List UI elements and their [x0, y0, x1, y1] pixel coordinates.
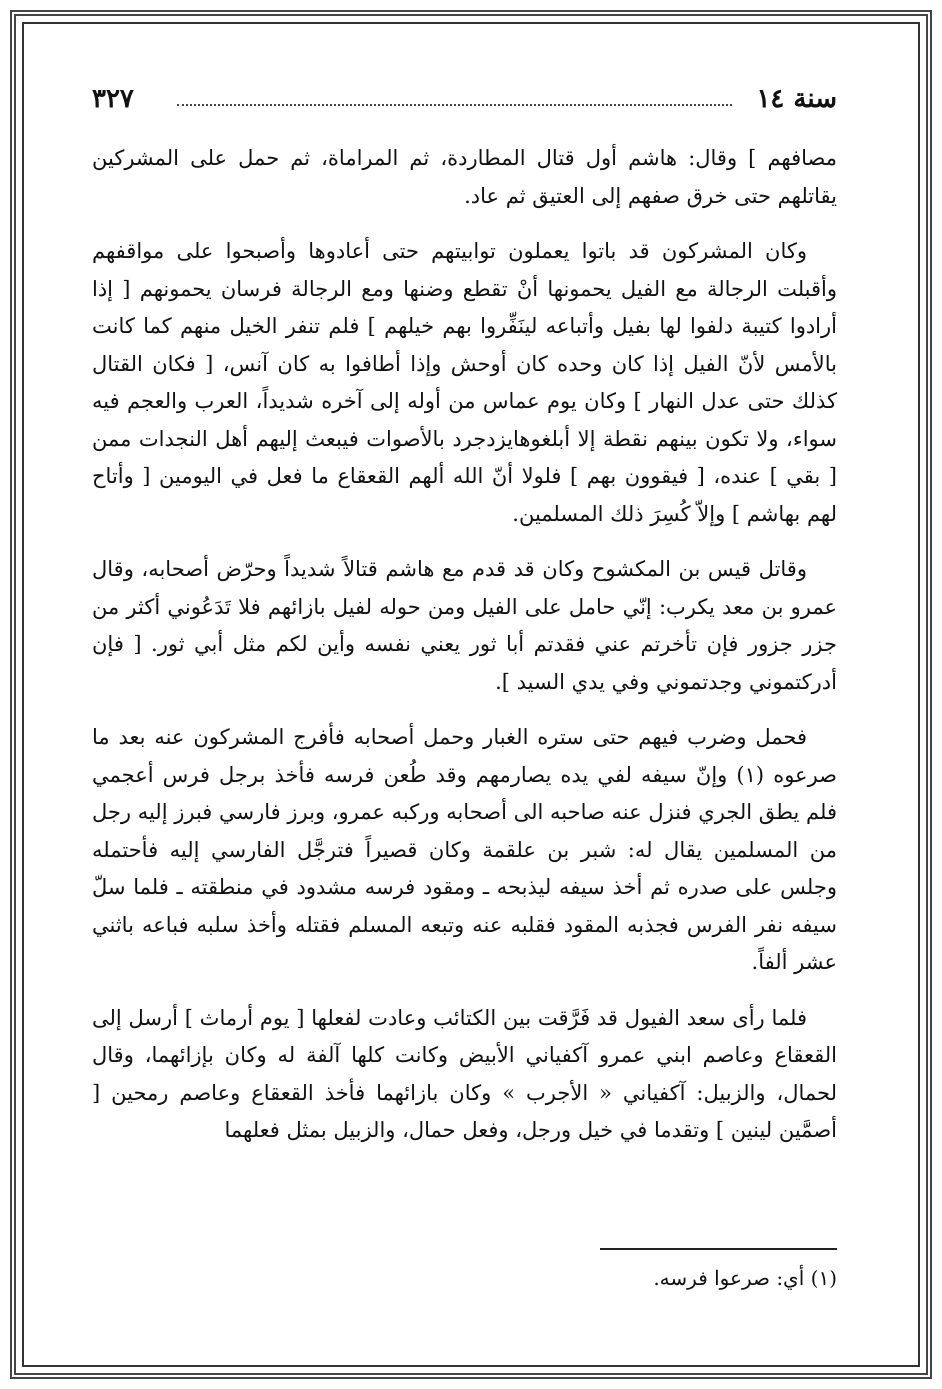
header-leader-dots	[177, 104, 732, 106]
paragraph: فحمل وضرب فيهم حتى ستره الغبار وحمل أصحابه فأفرج المشركون عنه بعد ما صرعوه (١) وإنّ سيفه لفي يده يصارمهم وقد طُعن فرسه فأخذ برجل فرس أعجمي فلم يطق الجري فنزل عنه صاحبه الى أصحابه وركبه عمرو، وبرز فارسي فبرز إليه رجل من المسلمين يقال له: شبر بن علقمة وكان قصيراً فترجَّل الفارسي إليه فأحتمله وجلس على صدره ثم أخذ سيفه ليذبحه ـ ومقود فرسه مشدود في منطقته ـ فلما سلّ سيفه نفر الفرس فجذبه المقود فقلبه عنه وتبعه المسلم فقتله وأخذ سلبه فباعه باثني عشر ألفاً.	[92, 725, 838, 974]
paragraph: فلما رأى سعد الفيول قد فَرَّقت بين الكتائب وعادت لفعلها [ يوم أرماث ] أرسل إلى القعقاع وعاصم ابني عمرو آكفياني الأبيض وكانت كلها آلفة له وكان بإزائهما، وقال لحمال، والزبيل: آكفياني « الأجرب » وكان بازائهما فأخذ القعقاع وعاصم رمحين [ أصمَّين لينين ] وتقدما في خيل ورجل، وفعل حمال، والزبيل بمثل فعلهما	[92, 1005, 837, 1142]
running-head-year: سنة ١٤	[756, 84, 837, 114]
paragraph: وكان المشركون قد باتوا يعملون توابيتهم حتى أعادوها وأصبحوا على مواقفهم وأقبلت الرجالة مع الفيل يحمونها أنْ تقطع وضنها ومع الرجالة فرسان يحمونهم [ إذا أرادوا كتيبة دلفوا لها بفيل وأتباعه لينَفِّروا بهم خيلهم ] فلم تنفر الخيل منهم كما كانت بالأمس لأنّ الفيل إذا كان وحده كان أوحش وإذا أطافوا به كان آنس، [ فكان القتال كذلك حتى عدل النهار ] وكان يوم عماس من أوله إلى آخره شديداً، العرب والعجم فيه سواء، ولا تكون بينهم نقطة إلا أبلغوهايزدجرد بالأصوات فيبعث إليهم أهل النجدات ممن [ بقي ] عنده، [ فيقوون بهم ] فلولا أنّ الله ألهم القعقاع ما فعل في اليومين [ وأتاح لهم بهاشم ] وإلاّ كُسِرَ ذلك المسلمين.	[92, 239, 837, 526]
paragraph: مصافهم ] وقال: هاشم أول قتال المطاردة، ثم المراماة، ثم حمل على المشركين يقاتلهم حتى خرق صفهم إلى العتيق ثم عاد.	[92, 146, 837, 208]
page-number: ٣٢٧	[92, 84, 134, 114]
footnote-rule	[600, 1248, 837, 1250]
paragraph: وقاتل قيس بن المكشوح وكان قد قدم مع هاشم قتالاً شديداً وحرّض أصحابه، وقال عمرو بن معد يكرب: إنّي حامل على الفيل ومن حوله لفيل بازائهم فلا تَدَعُوني أكثر من جزر جزور فإن تأخرتم عني فقدتم أبا ثور يعني نفسه وأين لكم مثل أبي ثور. [ فإن أدركتموني وجدتموني وفي يدي السيد ].	[92, 557, 837, 694]
body-text	[92, 140, 837, 1168]
page-header	[92, 84, 837, 118]
footnote: (١) أي: صرعوا فرسه.	[653, 1266, 837, 1290]
